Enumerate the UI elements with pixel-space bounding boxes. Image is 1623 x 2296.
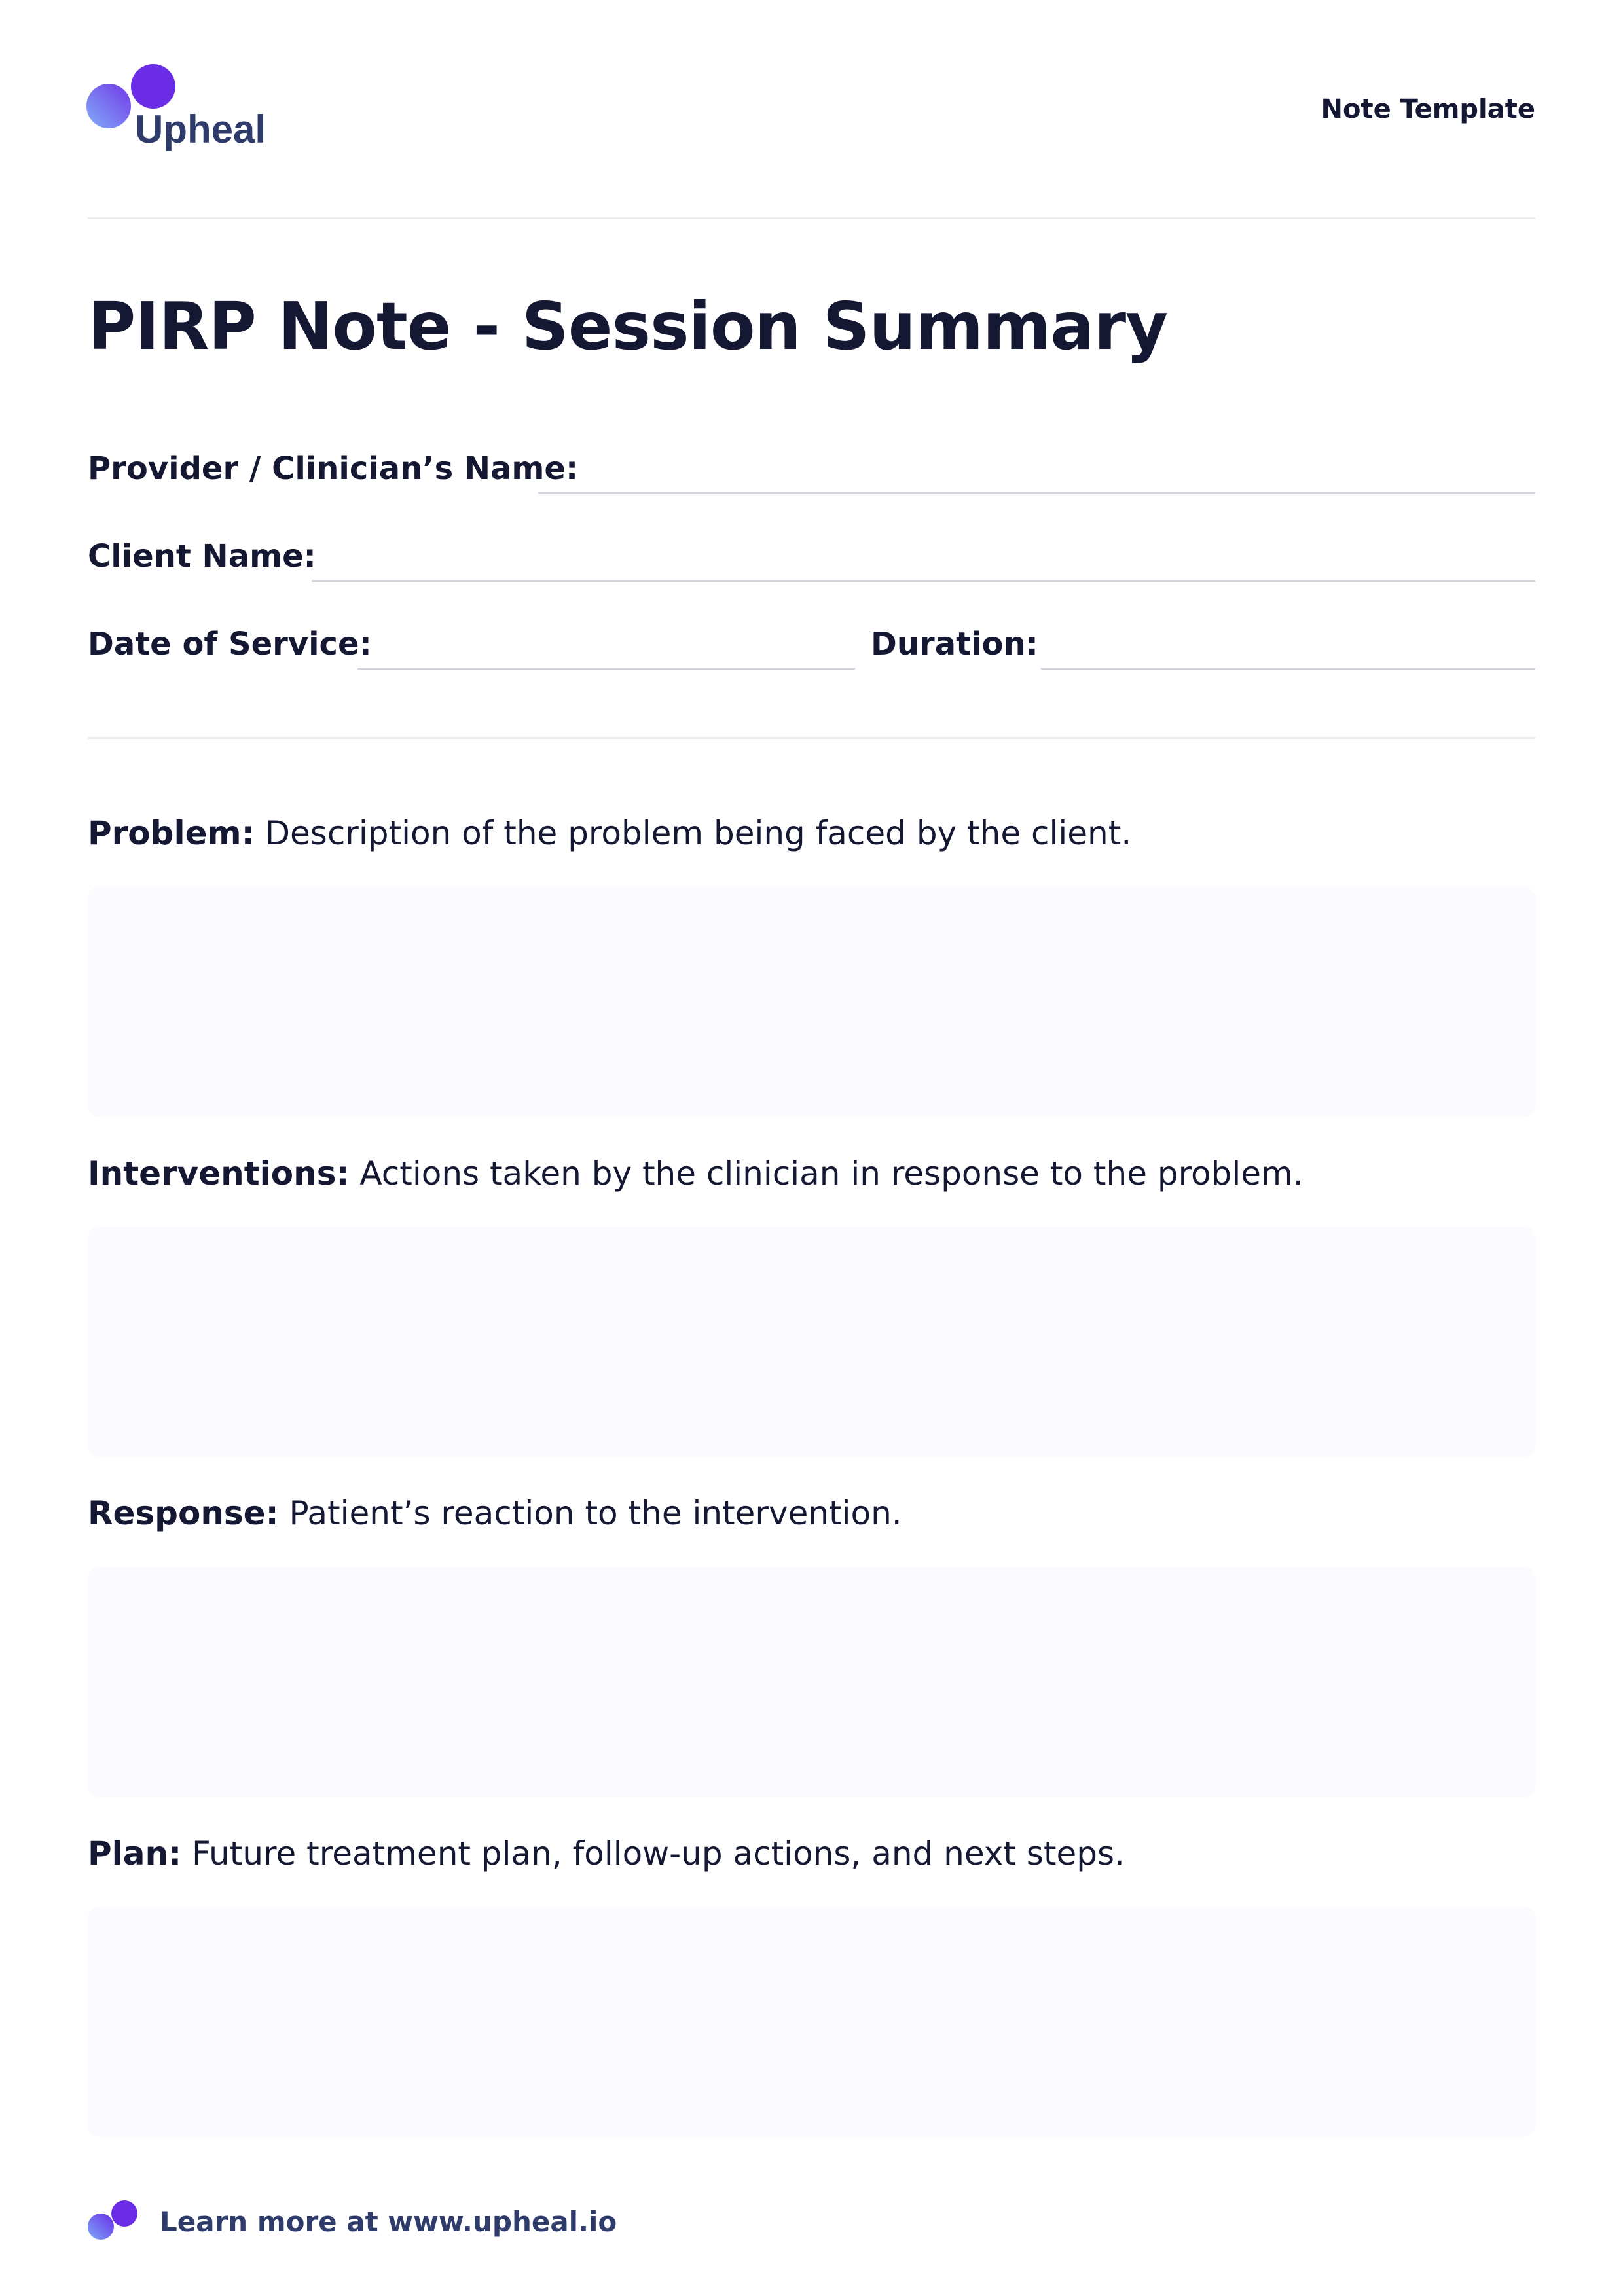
plan-heading: [88, 1835, 1125, 1873]
provider-name-label: Provider / Clinician’s Name:: [88, 450, 579, 487]
plan-description: Future treatment plan, follow-up actions, and next steps.: [192, 1835, 1125, 1873]
date-of-service-field[interactable]: [357, 668, 855, 670]
interventions-description: Actions taken by the clinician in response to the problem.: [359, 1155, 1304, 1193]
plan-answer-box[interactable]: [88, 1907, 1535, 2137]
duration-field[interactable]: [1041, 668, 1535, 670]
logo-circle-purple-icon: [131, 64, 175, 109]
footer-website-link[interactable]: Learn more at www.upheal.io: [160, 2206, 617, 2238]
logo-circle-blue-icon: [86, 84, 131, 128]
duration-label: Duration:: [871, 626, 1038, 662]
response-title: Response:: [88, 1494, 279, 1532]
client-name-label: Client Name:: [88, 538, 316, 575]
response-description: Patient’s reaction to the intervention.: [289, 1494, 902, 1532]
page-title: PIRP Note - Session Summary: [88, 288, 1168, 365]
fields-divider: [88, 737, 1535, 739]
plan-title: Plan:: [88, 1835, 182, 1873]
interventions-answer-box[interactable]: [88, 1227, 1535, 1457]
problem-title: Problem:: [88, 814, 255, 852]
upheal-logo: [86, 63, 283, 154]
response-answer-box[interactable]: [88, 1567, 1535, 1797]
note-template-label: Note Template: [1321, 94, 1535, 124]
interventions-heading: [88, 1155, 1304, 1193]
footer-logo-icon: [86, 2199, 143, 2242]
header-divider: [88, 217, 1535, 219]
response-heading: [88, 1494, 902, 1532]
problem-answer-box[interactable]: [88, 887, 1535, 1117]
provider-name-field[interactable]: [538, 492, 1535, 494]
problem-heading: [88, 814, 1131, 852]
interventions-title: Interventions:: [88, 1155, 350, 1193]
logo-wordmark: Upheal: [135, 107, 266, 151]
problem-description: Description of the problem being faced by the client.: [264, 814, 1132, 852]
client-name-field[interactable]: [312, 580, 1535, 582]
date-of-service-label: Date of Service:: [88, 626, 372, 662]
